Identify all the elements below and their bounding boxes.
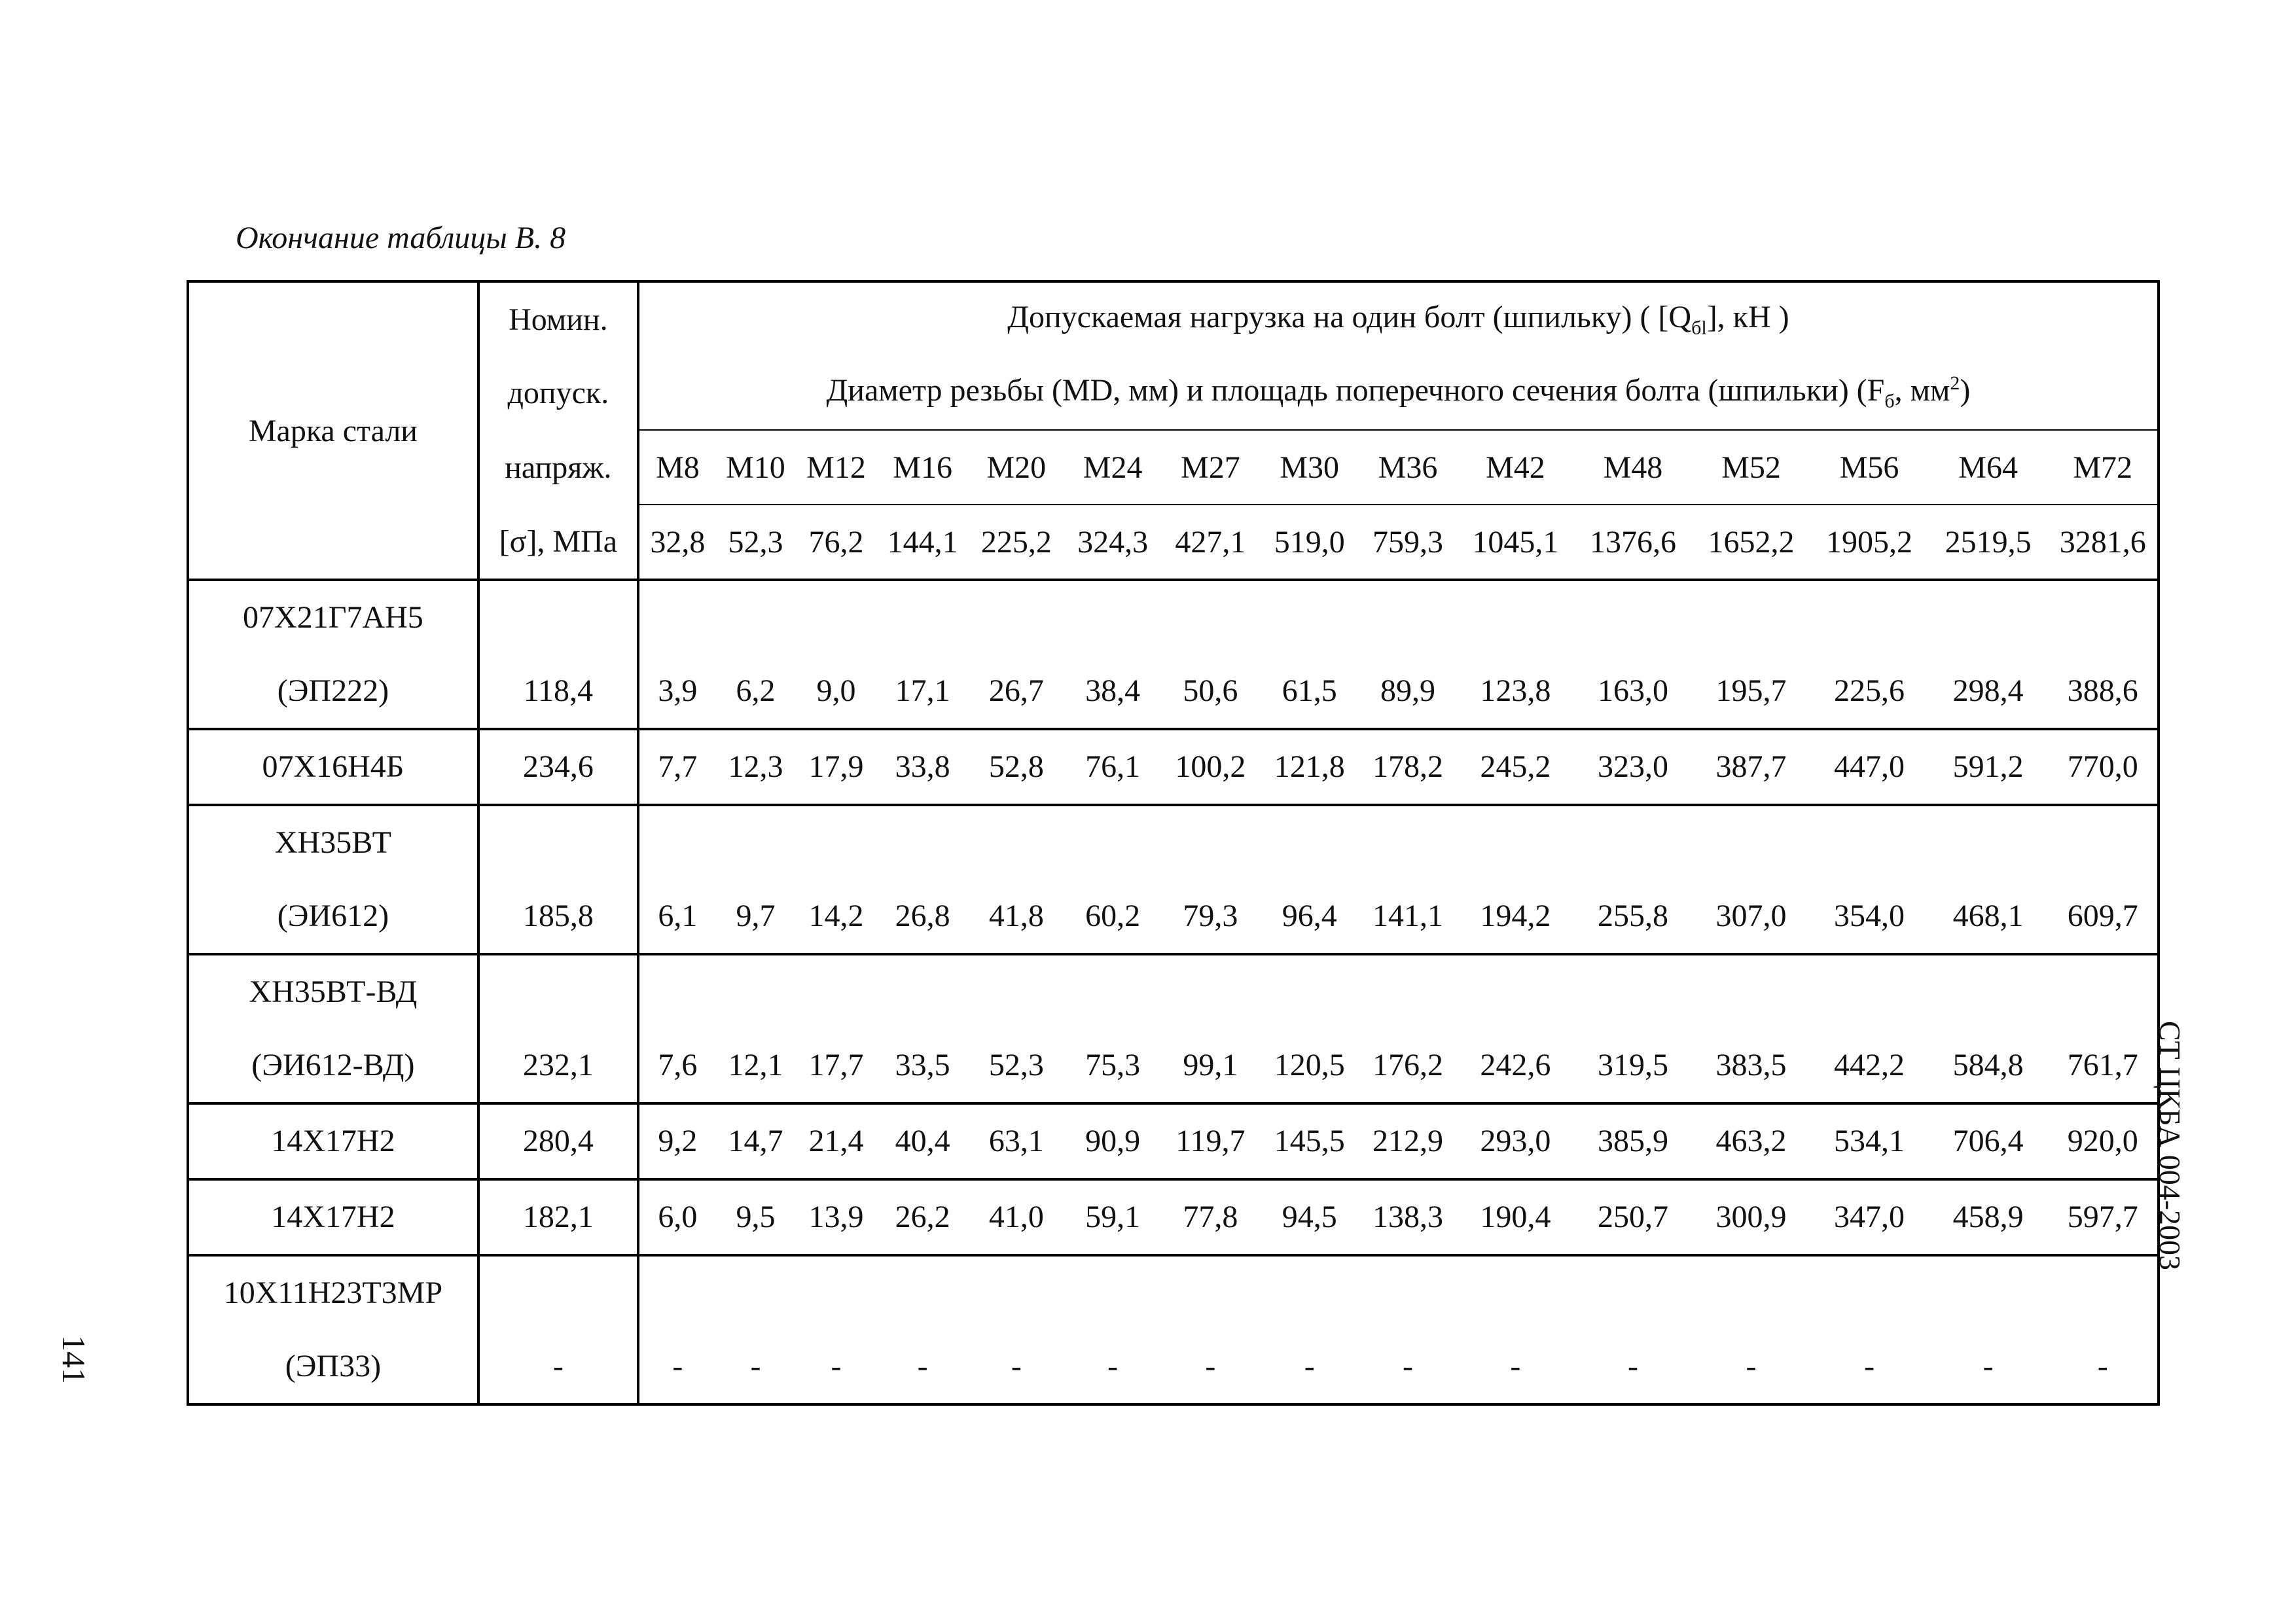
load-value: - [1746,1349,1757,1383]
thread-size-header: M72 [2048,430,2159,505]
load-cell [1810,580,1928,729]
load-cell [1810,954,1928,1103]
load-cell [1928,805,2049,954]
load-value: 298,4 [1952,673,2024,708]
load-cell [1692,1255,1811,1404]
load-cell [1928,1103,2049,1179]
load-cell [968,1179,1064,1255]
load-value: 293,0 [1480,1124,1551,1158]
table-row [188,1103,2159,1179]
load-cell [1574,805,1692,954]
load-cell [1692,580,1811,729]
load-value: 40,4 [895,1124,950,1158]
load-value: 347,0 [1834,1200,1905,1234]
load-value: 176,2 [1372,1048,1443,1082]
load-value: 761,7 [2067,1048,2138,1082]
stress-value: 234,6 [522,749,594,784]
load-cell [1161,729,1260,805]
load-cell [1260,805,1359,954]
load-value: - [1107,1349,1119,1383]
stress-value: 280,4 [522,1124,594,1158]
load-cell [1810,805,1928,954]
load-value: 63,1 [988,1124,1044,1158]
load-cell [1161,1103,1260,1179]
load-cell [795,729,877,805]
load-cell [716,580,795,729]
load-cell [638,805,716,954]
thread-size-header: M30 [1260,430,1359,505]
header-stress-line-1: Номин. [478,281,638,356]
thread-size-header: M48 [1574,430,1692,505]
thread-size-header: M8 [638,430,716,505]
load-value: 61,5 [1282,673,1337,708]
steel-grade-cell [188,805,478,954]
load-value: 9,0 [816,673,856,708]
load-value: 123,8 [1480,673,1551,708]
load-value: 79,3 [1183,899,1238,933]
thread-size-header: M20 [968,430,1064,505]
load-value: 12,3 [728,749,783,784]
load-value: 26,7 [988,673,1044,708]
load-value: 94,5 [1282,1200,1337,1234]
steel-grade-line: (ЭИ612-ВД) [251,1048,415,1082]
load-value: - [750,1349,761,1383]
load-value: 75,3 [1085,1048,1141,1082]
load-value: - [1982,1349,1994,1383]
load-cell [1457,729,1575,805]
header-stress-line-3: напряж. [478,430,638,505]
area-header: 759,3 [1359,505,1456,580]
area-header: 427,1 [1161,505,1260,580]
load-value: 38,4 [1085,673,1141,708]
load-cell [638,954,716,1103]
stress-value: - [552,1349,564,1383]
load-value: 225,6 [1834,673,1905,708]
load-cell [1692,729,1811,805]
load-value: 250,7 [1597,1200,1668,1234]
area-header: 2519,5 [1928,505,2049,580]
load-value: 245,2 [1480,749,1551,784]
load-value: 255,8 [1597,899,1668,933]
load-cell [795,1255,877,1404]
area-header: 32,8 [638,505,716,580]
load-value: 26,2 [895,1200,950,1234]
load-value: 14,2 [808,899,864,933]
stress-value: 232,1 [522,1048,594,1082]
load-cell [1064,1103,1160,1179]
load-cell [1692,954,1811,1103]
table-row [188,1179,2159,1255]
load-cell [1692,1103,1811,1179]
stress-cell [478,729,638,805]
load-cell [968,1255,1064,1404]
thread-size-header: M42 [1457,430,1575,505]
load-cell [1064,729,1160,805]
load-value: 12,1 [728,1048,783,1082]
table-row [188,729,2159,805]
area-header: 1652,2 [1692,505,1811,580]
document-code: СТ ЦКБА 004-2003 [2153,1021,2187,1271]
table-row [188,580,2159,729]
load-cell [1457,1255,1575,1404]
load-cell [1574,1179,1692,1255]
load-cell [1928,729,2049,805]
load-value: 194,2 [1480,899,1551,933]
load-value: 300,9 [1715,1200,1787,1234]
thread-size-header: M10 [716,430,795,505]
area-header: 225,2 [968,505,1064,580]
thread-size-header: M36 [1359,430,1456,505]
load-value: - [831,1349,842,1383]
load-value: 121,8 [1274,749,1345,784]
load-value: 383,5 [1715,1048,1787,1082]
load-cell [1359,805,1456,954]
load-cell [877,805,968,954]
load-value: 41,8 [988,899,1044,933]
header-steel-grade: Марка стали [188,281,478,580]
load-cell [877,1103,968,1179]
load-cell [795,1103,877,1179]
load-cell [716,1179,795,1255]
load-cell [968,805,1064,954]
area-header: 76,2 [795,505,877,580]
load-value: 52,3 [988,1048,1044,1082]
thread-size-header: M64 [1928,430,2049,505]
load-cell [1692,1179,1811,1255]
load-value: 534,1 [1834,1124,1905,1158]
thread-size-header: M56 [1810,430,1928,505]
load-cell [2048,1255,2159,1404]
load-cell [795,954,877,1103]
load-cell [1810,1179,1928,1255]
load-cell [638,729,716,805]
thread-size-header: M52 [1692,430,1811,505]
load-value: 90,9 [1085,1124,1141,1158]
load-value: 138,3 [1372,1200,1443,1234]
load-value: 13,9 [808,1200,864,1234]
load-value: 597,7 [2067,1200,2138,1234]
load-value: 7,7 [658,749,698,784]
load-cell [1260,1103,1359,1179]
load-cell [1574,1103,1692,1179]
load-cell [1928,1179,2049,1255]
area-header: 1376,6 [1574,505,1692,580]
load-cell [968,1103,1064,1179]
thread-size-header: M24 [1064,430,1160,505]
load-value: 307,0 [1715,899,1787,933]
load-cell [716,954,795,1103]
load-value: 388,6 [2067,673,2138,708]
load-value: 9,5 [736,1200,776,1234]
load-cell [716,805,795,954]
load-cell [877,954,968,1103]
load-value: 706,4 [1952,1124,2024,1158]
steel-grade-line: ХН35ВТ-ВД [249,974,418,1009]
table-row [188,954,2159,1103]
steel-grade-line: 07Х16Н4Б [262,749,404,784]
load-cell [2048,729,2159,805]
load-cell [2048,580,2159,729]
area-header: 519,0 [1260,505,1359,580]
load-cell [968,954,1064,1103]
load-cell [1064,1179,1160,1255]
load-cell [2048,1103,2159,1179]
load-value: 96,4 [1282,899,1337,933]
header-stress-line-4: [σ], МПа [478,505,638,580]
load-value: 89,9 [1380,673,1435,708]
stress-value: 182,1 [522,1200,594,1234]
load-value: 354,0 [1834,899,1905,933]
area-header: 1045,1 [1457,505,1575,580]
load-value: 319,5 [1597,1048,1668,1082]
load-value: 9,7 [736,899,776,933]
load-cell [1359,1103,1456,1179]
load-cell [1161,1179,1260,1255]
load-value: 60,2 [1085,899,1141,933]
load-cell [1161,580,1260,729]
load-cell [877,1179,968,1255]
load-cell [716,729,795,805]
load-cell [795,580,877,729]
steel-grade-line: 14Х17Н2 [271,1124,395,1158]
load-value: 387,7 [1715,749,1787,784]
load-value: 77,8 [1183,1200,1238,1234]
load-cell [1064,954,1160,1103]
thread-size-header: M12 [795,430,877,505]
load-value: 468,1 [1952,899,2024,933]
load-cell [1260,580,1359,729]
load-cell [1457,805,1575,954]
load-cell [1574,954,1692,1103]
load-value: 17,1 [895,673,950,708]
load-cell [1260,729,1359,805]
load-cell [1810,1103,1928,1179]
load-cell [1260,1179,1359,1255]
stress-cell [478,1103,638,1179]
load-value: 447,0 [1834,749,1905,784]
load-cell [1928,1255,2049,1404]
stress-value: 185,8 [522,899,594,933]
load-value: - [2097,1349,2108,1383]
load-cell [638,1255,716,1404]
load-cell [795,1179,877,1255]
table-row [188,1255,2159,1404]
load-cell [1810,729,1928,805]
load-cell [1574,729,1692,805]
load-value: - [1011,1349,1022,1383]
area-header: 144,1 [877,505,968,580]
load-cell [1161,805,1260,954]
load-value: - [1627,1349,1638,1383]
load-value: - [672,1349,683,1383]
stress-cell [478,805,638,954]
steel-grade-line: (ЭП222) [277,673,389,708]
load-cell [1574,1255,1692,1404]
load-value: 26,8 [895,899,950,933]
area-header: 3281,6 [2048,505,2159,580]
load-value: 442,2 [1834,1048,1905,1082]
load-value: 323,0 [1597,749,1668,784]
load-cell [1457,1103,1575,1179]
load-cell [1260,1255,1359,1404]
load-cell [1064,1255,1160,1404]
load-cell [2048,954,2159,1103]
load-value: 3,9 [658,673,698,708]
load-value: 6,1 [658,899,698,933]
load-cell [877,729,968,805]
load-value: 920,0 [2067,1124,2138,1158]
load-value: 41,0 [988,1200,1044,1234]
steel-grade-cell [188,729,478,805]
load-cell [1928,954,2049,1103]
load-value: 33,5 [895,1048,950,1082]
load-cell [1810,1255,1928,1404]
load-value: 9,2 [658,1124,698,1158]
load-cell [716,1255,795,1404]
load-cell [638,1103,716,1179]
load-value: 163,0 [1597,673,1668,708]
area-header: 1905,2 [1810,505,1928,580]
load-cell [877,580,968,729]
load-cell [1359,580,1456,729]
load-value: 770,0 [2067,749,2138,784]
load-cell [1692,805,1811,954]
load-value: 195,7 [1715,673,1787,708]
steel-grade-line: 10Х11Н23Т3МР [223,1275,443,1310]
load-cell [1359,1179,1456,1255]
load-cell [877,1255,968,1404]
load-value: 609,7 [2067,899,2138,933]
load-cell [1928,580,2049,729]
table-caption: Окончание таблицы В. 8 [236,221,566,255]
table-row [188,805,2159,954]
steel-grade-line: 07Х21Г7АН5 [243,600,423,635]
load-value: - [1864,1349,1875,1383]
load-cell [716,1103,795,1179]
steel-grade-line: 14Х17Н2 [271,1200,395,1234]
header-diameter-title: Диаметр резьбы (MD, мм) и площадь поперечного сечения болта (шпильки) ($F_б$, $мм^2$) [638,356,2159,430]
load-value: 99,1 [1183,1048,1238,1082]
load-cell [1457,1179,1575,1255]
load-value: 33,8 [895,749,950,784]
steel-grade-cell [188,580,478,729]
steel-grade-line: (ЭИ612) [277,899,389,933]
load-cell [2048,805,2159,954]
load-cell [968,729,1064,805]
load-cell [1359,1255,1456,1404]
header-load-title: Допускаемая нагрузка на один болт (шпильку) ( $[Q_{бl}]$, кН ) [638,281,2159,356]
load-cell [638,580,716,729]
load-value: 178,2 [1372,749,1443,784]
load-value: 76,1 [1085,749,1141,784]
load-value: 119,7 [1175,1124,1246,1158]
load-cell [1359,729,1456,805]
load-value: 17,9 [808,749,864,784]
load-cell [2048,1179,2159,1255]
bolt-load-table [187,280,2160,1406]
steel-grade-cell [188,954,478,1103]
load-cell [1457,954,1575,1103]
area-header: 52,3 [716,505,795,580]
load-value: 591,2 [1952,749,2024,784]
load-value: 120,5 [1274,1048,1345,1082]
thread-size-header: M27 [1161,430,1260,505]
load-value: 190,4 [1480,1200,1551,1234]
load-value: 6,2 [736,673,776,708]
steel-grade-cell [188,1103,478,1179]
stress-cell [478,1179,638,1255]
load-value: 463,2 [1715,1124,1787,1158]
steel-grade-cell [188,1179,478,1255]
load-value: 100,2 [1175,749,1246,784]
load-value: 7,6 [658,1048,698,1082]
load-cell [1064,580,1160,729]
load-value: 59,1 [1085,1200,1141,1234]
load-cell [1064,805,1160,954]
load-value: 145,5 [1274,1124,1345,1158]
load-cell [1161,954,1260,1103]
steel-grade-line: (ЭП33) [285,1349,382,1383]
load-cell [1457,580,1575,729]
page-number: 141 [56,1335,92,1384]
load-value: 141,1 [1372,899,1443,933]
load-value: 385,9 [1597,1124,1668,1158]
load-value: 52,8 [988,749,1044,784]
load-value: - [1510,1349,1521,1383]
load-value: 584,8 [1952,1048,2024,1082]
header-stress-line-2: допуск. [478,356,638,430]
load-cell [638,1179,716,1255]
load-cell [968,580,1064,729]
load-cell [1161,1255,1260,1404]
load-value: - [1402,1349,1413,1383]
load-cell [1359,954,1456,1103]
steel-grade-cell [188,1255,478,1404]
load-value: 14,7 [728,1124,783,1158]
load-value: 458,9 [1952,1200,2024,1234]
load-value: - [1205,1349,1216,1383]
load-cell [1574,580,1692,729]
load-value: 50,6 [1183,673,1238,708]
stress-cell [478,580,638,729]
area-header: 324,3 [1064,505,1160,580]
thread-size-header: M16 [877,430,968,505]
load-value: - [917,1349,928,1383]
stress-cell [478,1255,638,1404]
load-value: 6,0 [658,1200,698,1234]
load-value: - [1304,1349,1315,1383]
load-value: 242,6 [1480,1048,1551,1082]
stress-cell [478,954,638,1103]
load-cell [795,805,877,954]
load-cell [1260,954,1359,1103]
load-value: 21,4 [808,1124,864,1158]
load-value: 212,9 [1372,1124,1443,1158]
load-value: 17,7 [808,1048,864,1082]
steel-grade-line: ХН35ВТ [274,825,391,860]
stress-value: 118,4 [523,673,593,708]
